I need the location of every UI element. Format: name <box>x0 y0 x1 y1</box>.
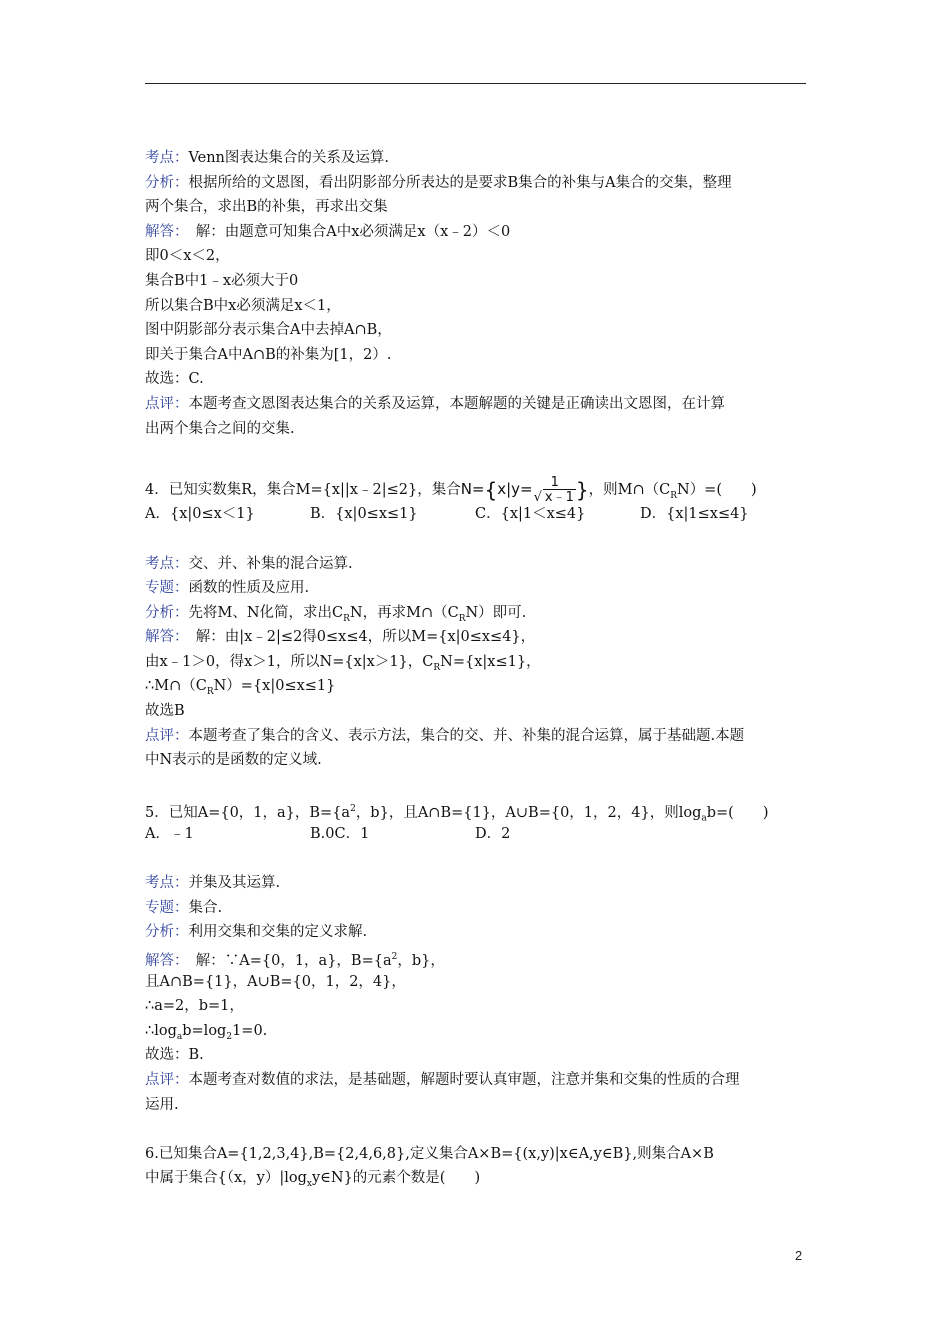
q3-line <box>145 343 807 368</box>
q3-line <box>145 367 807 392</box>
q3-line <box>145 220 807 245</box>
line-text: Venn图表达集合的关系及运算. <box>188 150 390 166</box>
q5-dianping: 点评：本题考查对数值的求法，是基础题，解题时要认真审题，注意并集和交集的性质的合理 <box>145 1071 740 1088</box>
header-rule <box>145 83 806 84</box>
line-text: 两个集合，求出B的补集，再求出交集 <box>145 199 388 216</box>
q4-fenxi: 分析：先将M、N化简，求出$C_RN$，再求$M\cap(C_RN)$即可. <box>145 604 527 624</box>
option-b: B.0C．1 <box>310 826 370 843</box>
section-tag: 解答： <box>145 223 182 240</box>
line-text: 故选：C. <box>145 371 204 388</box>
q5-zhuanti: 专题：集合. <box>145 899 223 916</box>
line-text: 即0＜x＜2， <box>145 248 230 265</box>
q3-line <box>145 392 807 417</box>
section-tag: 考点： <box>145 150 189 166</box>
q4-kaodian: 考点：交、并、补集的混合运算. <box>145 555 353 572</box>
q4-stem: 4．已知实数集R，集合M={x||x﹣2|≤2}，集合 N= { x|y= $\frac{1}{√ x﹣1}$ } ，则$M\cap(C_RN)=$( ) <box>145 474 757 505</box>
q4-line3: $\therefore M\cap(C_RN)=\{x|0\le x\le 1\}$ <box>145 678 336 698</box>
q3-line <box>145 294 807 319</box>
section-tag: 点评： <box>145 395 189 412</box>
q3-line <box>145 146 807 171</box>
q6-stem-1: 6.已知集合A={1,2,3,4},B={2,4,6,8},定义集合A×B={(x,y)|x∈A,y∈B},则集合A×B <box>145 1145 714 1162</box>
q3-line <box>145 318 807 343</box>
page-number: 2 <box>795 1248 803 1263</box>
line-text: 所以集合B中x必须满足x＜1， <box>145 297 341 314</box>
section-tag: 分析： <box>145 174 189 191</box>
q5-kaodian: 考点：并集及其运算. <box>145 875 281 892</box>
line-text: 出两个集合之间的交集. <box>145 420 295 437</box>
line-text: 本题考查文恩图表达集合的关系及运算，本题解题的关键是正确读出文恩图，在计算 <box>188 395 725 412</box>
q5-dianping-2: 运用. <box>145 1096 179 1113</box>
q5-jieda: 解答： 解：∵A={0，1，a}，$B=\{a^2$，b}， <box>145 952 445 969</box>
q4-line2: 由x﹣1＞0，得x＞1，所以N={x|x＞1}，$C_RN=\{x|x\le 1\}$， <box>145 653 541 673</box>
set-n-formula: N= { x|y= $\frac{1}{√ x﹣1}$ } <box>460 474 589 505</box>
option-c: C．{x|1＜x≤4} <box>475 506 586 523</box>
q3-line <box>145 195 807 220</box>
option-d: D．{x|1≤x≤4} <box>640 506 749 523</box>
q4-jieda: 解答： 解：由|x﹣2|≤2得0≤x≤4，所以M={x|0≤x≤4}， <box>145 629 536 646</box>
option-b: B．{x|0≤x≤1} <box>310 506 418 523</box>
q5-line4: $\therefore\log_ab=\log_21=0$. <box>145 1022 268 1042</box>
q4-options <box>145 502 807 527</box>
line-text: 根据所给的文恩图，看出阴影部分所表达的是要求B集合的补集与A集合的交集，整理 <box>188 174 732 191</box>
option-a: A．{x|0≤x＜1} <box>145 506 255 523</box>
q6-stem-2: 中属于集合{（x，$y)|\log_xy\in N$}的元素个数是( ) <box>145 1170 481 1190</box>
q5-line3: ∴a=2，b=1， <box>145 998 244 1015</box>
q4-line4: 故选B <box>145 703 185 720</box>
line-text: 集合B中1﹣x必须大于0 <box>145 272 299 289</box>
q3-line <box>145 244 807 269</box>
q4-dianping: 点评：本题考查了集合的含义、表示方法，集合的交、并、补集的混合运算，属于基础题.本题 <box>145 727 745 744</box>
q5-line5: 故选：B. <box>145 1047 204 1064</box>
document-body <box>145 146 807 1191</box>
line-text: 图中阴影部分表示集合A中去掉A∩B， <box>145 322 392 339</box>
q3-line <box>145 417 807 442</box>
q5-options <box>145 822 807 847</box>
q5-fenxi: 分析：利用交集和交集的定义求解. <box>145 924 368 941</box>
option-d: D．2 <box>475 826 511 843</box>
option-a: A．﹣1 <box>145 826 194 843</box>
q3-answer <box>145 146 807 441</box>
q3-line <box>145 171 807 196</box>
line-text: 解：由题意可知集合A中x必须满足x（x﹣2）＜0 <box>181 223 511 240</box>
q4-dianping-2: 中N表示的是函数的定义域. <box>145 752 322 769</box>
line-text: 即关于集合A中A∩B的补集为[1，2）. <box>145 346 392 363</box>
q5-line2: 且A∩B={1}，A∪B={0，1，2，4}， <box>145 973 406 990</box>
q3-line <box>145 269 807 294</box>
q5-stem: 5．已知A={0，1，a}，$B=\{a^2$，b}，且A∩B={1}，A∪B={0，1，2，4}，则$\log_ab=$( ) <box>145 804 769 825</box>
q4-zhuanti: 专题：函数的性质及应用. <box>145 580 310 597</box>
